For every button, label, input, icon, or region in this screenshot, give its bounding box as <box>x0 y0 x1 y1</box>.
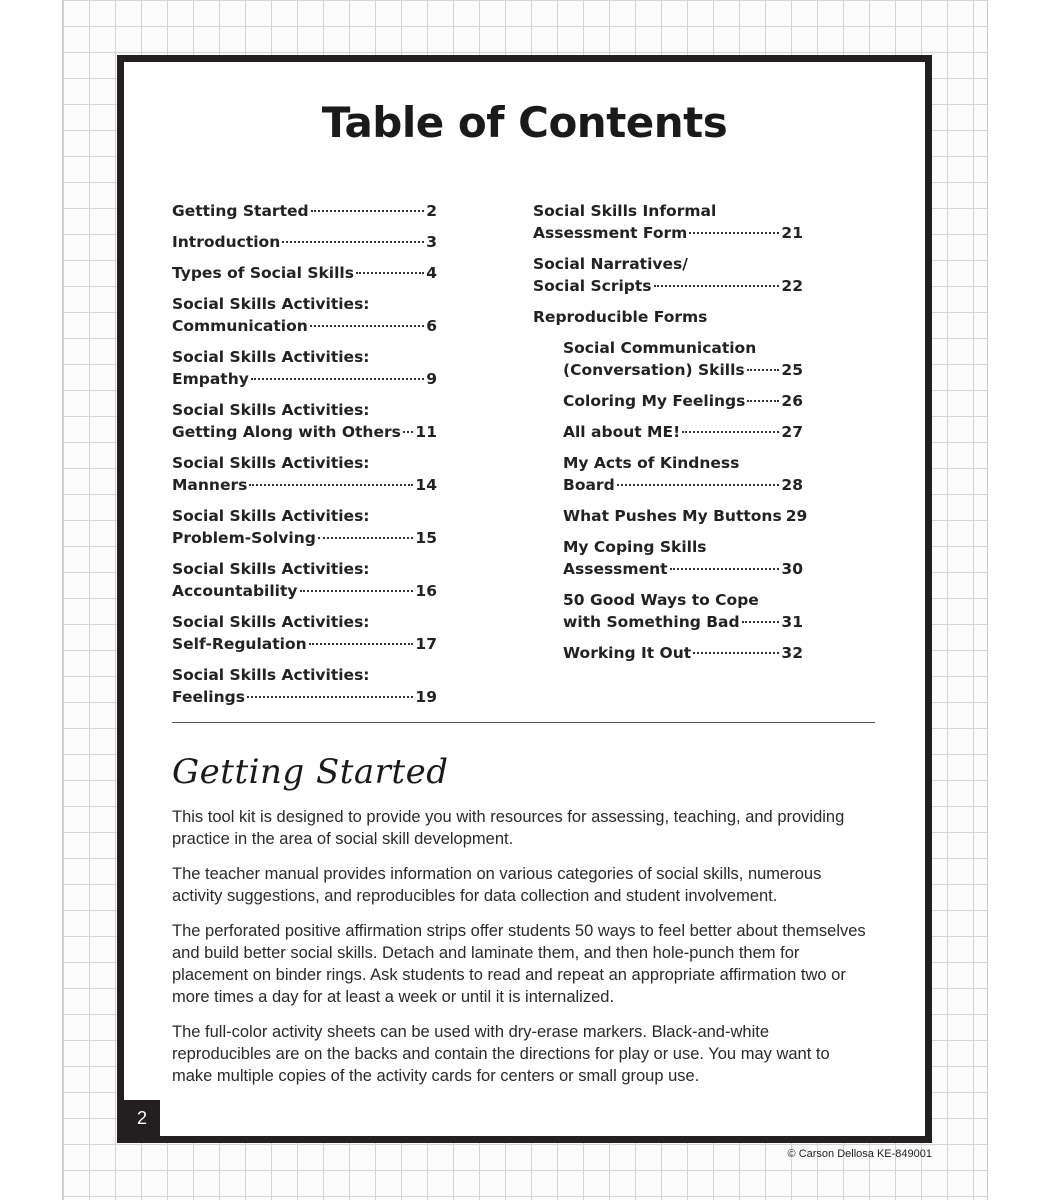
dot-leader <box>617 484 780 486</box>
toc-entry <box>172 505 437 549</box>
page-title: Table of Contents <box>321 98 728 147</box>
dot-leader <box>670 568 780 570</box>
toc-entry <box>563 452 803 496</box>
toc-entry-line <box>172 315 437 337</box>
toc-entry-label: Board <box>563 476 615 494</box>
toc-entry-title: Social Skills Activities: <box>172 666 370 684</box>
toc-entry-title: Social Skills Activities: <box>172 613 370 631</box>
toc-entry-label: Social Scripts <box>533 277 652 295</box>
toc-page-number: 6 <box>426 317 437 335</box>
toc-entry-label: Self-Regulation <box>172 635 307 653</box>
toc-entry-line <box>563 505 808 527</box>
dot-leader <box>310 325 424 327</box>
toc-page-number: 17 <box>415 635 437 653</box>
dot-leader <box>742 621 780 623</box>
toc-entry <box>563 536 803 580</box>
section-heading: Getting Started <box>172 752 449 792</box>
dot-leader <box>654 285 780 287</box>
toc-entry-title: Social Communication <box>563 339 757 357</box>
toc-entry <box>563 642 803 664</box>
toc-entry-label: Problem-Solving <box>172 529 316 547</box>
toc-entry-label: (Conversation) Skills <box>563 361 745 379</box>
toc-entry-line <box>533 222 803 244</box>
toc-entry-label: with Something Bad <box>563 613 740 631</box>
toc-entry-title: Social Skills Activities: <box>172 560 370 578</box>
toc-entry-label: Assessment <box>563 560 668 578</box>
toc-entry-title: My Coping Skills <box>563 538 707 556</box>
dot-leader <box>282 241 424 243</box>
dot-leader <box>249 484 413 486</box>
dot-leader <box>247 696 413 698</box>
toc-entry <box>563 390 803 412</box>
toc-entry <box>172 452 437 496</box>
dot-leader <box>356 272 424 274</box>
toc-entry <box>172 346 437 390</box>
page-number: 2 <box>124 1100 160 1136</box>
dot-leader <box>403 431 414 433</box>
toc-entry-line <box>172 231 437 253</box>
dot-leader <box>689 232 779 234</box>
toc-entry-line <box>172 262 437 284</box>
toc-page-number: 3 <box>426 233 437 251</box>
toc-page-number: 15 <box>415 529 437 547</box>
toc-entry-line <box>172 686 437 708</box>
toc-entry-label: Getting Along with Others <box>172 423 401 441</box>
dot-leader <box>251 378 424 380</box>
toc-entry-line <box>533 275 803 297</box>
toc-entry <box>172 293 437 337</box>
toc-entry-line <box>563 611 803 633</box>
toc-entry-label: Accountability <box>172 582 298 600</box>
page-frame <box>117 55 932 1143</box>
toc-entry <box>563 589 803 633</box>
toc-entry-label: Assessment Form <box>533 224 688 242</box>
toc-entry <box>172 262 437 284</box>
toc-entry-title: Social Skills Activities: <box>172 295 370 313</box>
toc-entry-line <box>172 368 437 390</box>
toc-page-number: 25 <box>781 361 803 379</box>
toc-entry-line <box>563 474 803 496</box>
toc-page-number: 28 <box>781 476 803 494</box>
toc-entry <box>533 253 803 297</box>
toc-entry-title: Social Skills Activities: <box>172 348 370 366</box>
toc-page-number: 16 <box>415 582 437 600</box>
toc-page-number: 9 <box>426 370 437 388</box>
toc-entry <box>172 200 437 222</box>
dot-leader <box>682 431 779 433</box>
dot-leader <box>300 590 414 592</box>
dot-leader <box>693 652 779 654</box>
toc-entry <box>172 231 437 253</box>
toc-page-number: 27 <box>781 423 803 441</box>
paragraph: The full-color activity sheets can be used with dry-erase markers. Black-and-white reproducibles are on the backs and contain the directions for play or use. You may want to make multiple copies of the activity cards for centers or small group use. <box>172 1023 830 1085</box>
toc-entry <box>563 505 808 527</box>
section-body <box>172 806 872 1100</box>
toc-entry-line <box>563 359 803 381</box>
toc-entry-title: Social Skills Activities: <box>172 401 370 419</box>
toc-entry-line <box>172 474 437 496</box>
toc-page-number: 2 <box>426 202 437 220</box>
section-divider <box>172 722 875 723</box>
toc-entry-label: What Pushes My Buttons <box>563 507 782 525</box>
toc-entry-line <box>172 580 437 602</box>
toc-page-number: 4 <box>426 264 437 282</box>
toc-page-number: 30 <box>781 560 803 578</box>
toc-entry-title: Reproducible Forms <box>533 308 708 326</box>
toc-entry-line <box>563 642 803 664</box>
toc-entry <box>172 611 437 655</box>
toc-page-number: 31 <box>781 613 803 631</box>
toc-entry <box>172 399 437 443</box>
toc-entry-label: All about ME! <box>563 423 681 441</box>
toc-entry-line <box>172 527 437 549</box>
toc-entry-line <box>563 558 803 580</box>
toc-entry-label: Manners <box>172 476 248 494</box>
paragraph: This tool kit is designed to provide you with resources for assessing, teaching, and providing practice in the area of social skill development. <box>172 808 845 848</box>
toc-entry-label: Communication <box>172 317 308 335</box>
toc-entry <box>533 200 803 244</box>
toc-page-number: 32 <box>781 644 803 662</box>
dot-leader <box>311 210 425 212</box>
toc-entry-title: Social Skills Informal <box>533 202 717 220</box>
toc-page-number: 22 <box>781 277 803 295</box>
toc-page-number: 11 <box>415 423 437 441</box>
toc-entry-title: Social Skills Activities: <box>172 507 370 525</box>
toc-page-number: 14 <box>415 476 437 494</box>
toc-left-column <box>172 200 437 717</box>
toc-entry-label: Coloring My Feelings <box>563 392 746 410</box>
toc-right-column <box>533 200 808 673</box>
dot-leader <box>318 537 414 539</box>
toc-entry-line <box>563 390 803 412</box>
dot-leader <box>309 643 414 645</box>
toc-page-number: 26 <box>781 392 803 410</box>
toc-entry-label: Working It Out <box>563 644 692 662</box>
toc-entry-label: Empathy <box>172 370 249 388</box>
toc-page-number: 29 <box>785 507 808 525</box>
toc-entry-line <box>563 421 803 443</box>
toc-entry-line <box>172 633 437 655</box>
toc-entry-title: My Acts of Kindness <box>563 454 740 472</box>
paragraph: The teacher manual provides information on various categories of social skills, numerous activity suggestions, and reproducibles for data collection and student involvement. <box>172 865 822 905</box>
toc-entry-title: Social Narratives/ <box>533 255 688 273</box>
toc-entry-label: Introduction <box>172 233 281 251</box>
toc-entry-line <box>172 200 437 222</box>
toc-entry-label: Getting Started <box>172 202 309 220</box>
copyright-notice: © Carson Dellosa KE-849001 <box>787 1148 932 1160</box>
toc-entry-title: 50 Good Ways to Cope <box>563 591 759 609</box>
toc-entry <box>172 558 437 602</box>
toc-entry <box>563 337 803 381</box>
paragraph: The perforated positive affirmation strips offer students 50 ways to feel better about themselves and build better social skills. Detach and laminate them, and then hole-punch them for placement on binder rings. Ask students to read and repeat an appropriate affirmation two or more times a day for at least a week or until it is internalized. <box>172 922 866 1006</box>
toc-entry-title: Social Skills Activities: <box>172 454 370 472</box>
toc-entry-label: Types of Social Skills <box>172 264 354 282</box>
toc-page-number: 19 <box>415 688 437 706</box>
toc-entry-label: Feelings <box>172 688 245 706</box>
toc-entry-line <box>172 421 437 443</box>
toc-page-number: 21 <box>781 224 803 242</box>
dot-leader <box>747 400 779 402</box>
toc-entry <box>563 421 803 443</box>
dot-leader <box>747 369 780 371</box>
toc-entry <box>533 306 803 328</box>
toc-entry <box>172 664 437 708</box>
